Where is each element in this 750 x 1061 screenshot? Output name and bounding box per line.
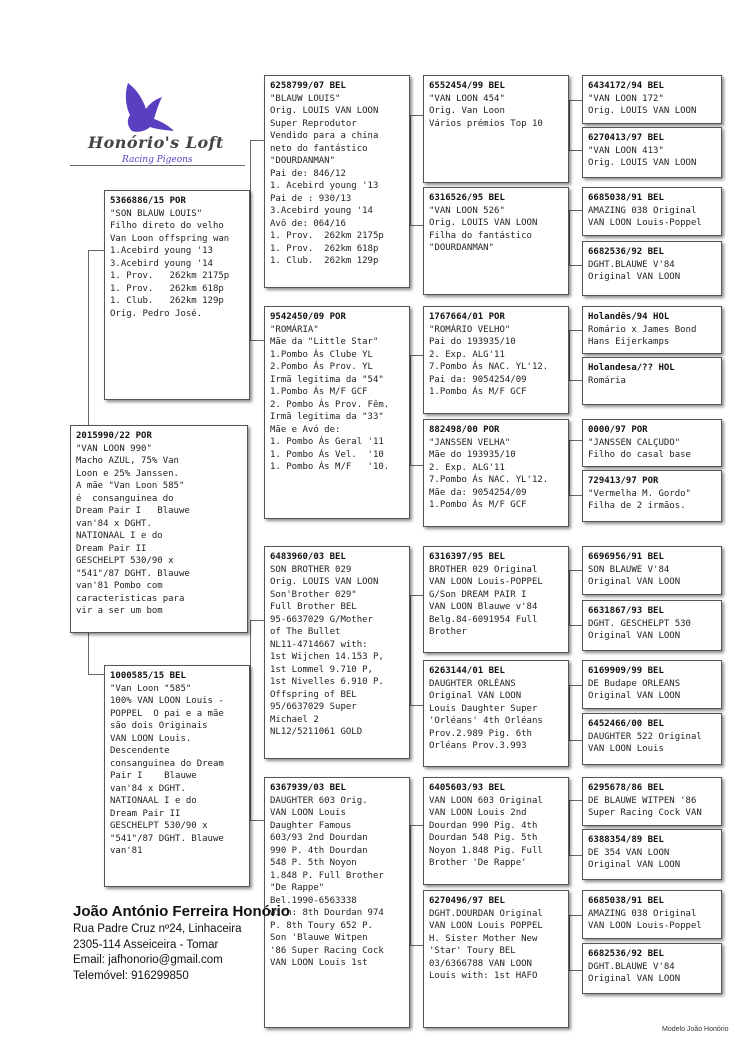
pedigree-note: VAN LOON Louis-Poppel — [588, 218, 702, 228]
pedigree-note: DGHT. GESCHELPT 530 — [588, 618, 691, 629]
pedigree-note: 2. Exp. ALG'11 — [429, 349, 505, 360]
pedigree-note: DE BLAUWE WITPEN '86 — [588, 795, 697, 806]
pedigree-card-ss — [264, 75, 410, 288]
pedigree-note: VAN LOON Louis — [588, 744, 664, 754]
pedigree-note: 2. Exp. ALG'11 — [429, 462, 505, 473]
connector-line — [410, 825, 423, 826]
pedigree-card-g5-11 — [582, 713, 722, 765]
pedigree-note: Pai de: 846/12 — [270, 168, 346, 179]
pedigree-card-g5-1 — [582, 127, 722, 178]
pedigree-note: DGHT.BLAUWE V'84 — [588, 961, 675, 972]
pedigree-note: G/Son DREAM PAIR I — [429, 589, 527, 600]
connector-line — [410, 355, 411, 465]
pedigree-note: Super Racing Cock VAN — [588, 808, 702, 818]
pedigree-note: Mãe da: 9054254/09 — [429, 487, 527, 498]
pedigree-card-g5-5 — [582, 357, 722, 405]
pedigree-note: Dream Pair II — [110, 808, 181, 819]
pedigree-note: Prov.2.989 Pig. 6th — [429, 728, 532, 739]
footer-note: Modelo João Honório — [662, 1026, 729, 1033]
ring-number: 729413/97 POR — [588, 476, 659, 486]
pedigree-note: P. 8th Toury 652 P. — [270, 920, 373, 931]
connector-line — [250, 140, 264, 141]
pedigree-note: consanguinea do Dream — [110, 758, 224, 769]
pedigree-note: Avô de: 064/16 — [270, 218, 346, 229]
connector-line — [569, 210, 570, 265]
connector-line — [250, 340, 264, 341]
pedigree-note: DGHT.BLAUWE V'84 — [588, 259, 675, 270]
pedigree-note: "ROMÁRIA" — [270, 324, 319, 335]
pedigree-note: "VAN LOON 454" — [429, 93, 505, 104]
ring-number: 6270413/97 BEL — [588, 133, 664, 143]
pedigree-card-g5-12 — [582, 777, 722, 826]
pedigree-note: Orig. Van Loon — [429, 106, 505, 116]
ring-number: 6270496/97 BEL — [429, 896, 505, 906]
connector-line — [88, 630, 89, 675]
pedigree-note: "Vermelha M. Gordo" — [588, 488, 691, 499]
contact-address: Rua Padre Cruz nº24, Linhaceira — [73, 923, 242, 935]
pedigree-note: Vendido para a china — [270, 131, 379, 141]
pedigree-note: 1.Pombo Ás M/F GCF — [429, 500, 527, 510]
pedigree-note: van'81 — [110, 846, 143, 856]
breeder-contact — [73, 902, 290, 984]
pedigree-note: "541"/87 DGHT. Blauwe — [110, 833, 224, 844]
pedigree-note: Son'Brother 029" — [270, 589, 357, 600]
connector-line — [410, 115, 423, 116]
ring-number: 6388354/89 BEL — [588, 835, 664, 845]
pedigree-note: 3.Acebird young '14 — [110, 258, 213, 269]
pedigree-note: "VAN LOON 413" — [588, 145, 664, 156]
pedigree-note: 95-6637029 G/Mother — [270, 614, 373, 625]
pedigree-note: DAUGHTER ORLÉANS — [429, 678, 516, 689]
ring-number: 6682536/92 BEL — [588, 247, 664, 257]
pedigree-note: Filho direto do velho — [110, 221, 224, 231]
pedigree-note: 1. Prov. 262km 2175p — [270, 231, 384, 241]
pedigree-note: Full Brother BEL — [270, 602, 357, 612]
pedigree-note: 3.Acebird young '14 — [270, 206, 373, 216]
pedigree-note: Original VAN LOON — [588, 631, 681, 641]
ring-number: 1767664/01 POR — [429, 312, 505, 322]
pedigree-note: Orig. LOUIS VAN LOON — [588, 106, 697, 116]
connector-line — [250, 140, 251, 340]
pedigree-note: Pai de : 930/13 — [270, 193, 352, 204]
connector-line — [569, 685, 582, 686]
connector-line — [250, 620, 264, 621]
pedigree-note: 1.Acebird young '13 — [110, 246, 213, 256]
pedigree-note: Dream Pair II — [76, 543, 147, 554]
pedigree-note: VAN LOON Blauwe v'84 — [429, 602, 538, 612]
contact-phone[interactable]: Telemóvel: 916299850 — [73, 969, 189, 982]
pedigree-note: Louis with: 1st HAFO — [429, 971, 538, 981]
pedigree-note: Dourdan 548 Pig. 5th — [429, 833, 538, 843]
pedigree-card-sds — [423, 306, 569, 414]
connector-line — [250, 200, 251, 201]
pedigree-note: AMAZING 038 Original — [588, 908, 697, 919]
pedigree-note: Original VAN LOON — [588, 860, 681, 870]
ring-number: 6631867/93 BEL — [588, 606, 664, 616]
connector-line — [569, 915, 570, 970]
pedigree-note: Louis Daughter Super — [429, 703, 538, 714]
pedigree-note: 1. Pombo Ás M/F '10. — [270, 462, 390, 472]
pedigree-note: VAN LOON 603 Original — [429, 795, 543, 806]
ring-number: 6263144/01 BEL — [429, 666, 505, 676]
connector-line — [569, 685, 570, 740]
connector-line — [569, 855, 582, 856]
pedigree-note: 1. Pombo Ás Geral '11 — [270, 437, 384, 447]
pedigree-card-g5-13 — [582, 829, 722, 880]
ring-number: 2015990/22 POR — [76, 431, 152, 441]
connector-line — [250, 620, 251, 820]
pedigree-note: Filha do fantástico — [429, 230, 532, 241]
connector-line — [569, 800, 582, 801]
ring-number: 6685038/91 BEL — [588, 193, 664, 203]
connector-line — [410, 115, 411, 225]
pedigree-card-g5-4 — [582, 306, 722, 354]
pedigree-note: Pai do 193935/10 — [429, 337, 516, 347]
pedigree-note: "VAN LOON 526" — [429, 205, 505, 216]
connector-line — [569, 330, 570, 380]
ring-number: Holandês/94 HOL — [588, 312, 670, 322]
pedigree-note: 100% VAN LOON Louis - — [110, 696, 224, 706]
pedigree-note: Orig. LOUIS VAN LOON — [588, 158, 697, 168]
pedigree-note: VAN LOON Louis POPPEL — [429, 921, 543, 931]
pedigree-note: 2.Pombo Ás Prov. YL — [270, 362, 373, 372]
pedigree-card-g5-9 — [582, 600, 722, 651]
pedigree-note: Dream Pair I Blauwe — [76, 506, 190, 516]
connector-line — [569, 210, 582, 211]
pedigree-note: "DOURDANMAN" — [270, 156, 336, 166]
ring-number: 6696956/91 BEL — [588, 552, 664, 562]
connector-line — [569, 265, 582, 266]
pedigree-note: BROTHER 029 Original — [429, 564, 538, 575]
pedigree-note: VAN LOON Louis-POPPEL — [429, 577, 543, 587]
pedigree-note: Mãe da "Little Star" — [270, 337, 379, 347]
pedigree-note: NL11-4714667 with: — [270, 639, 368, 650]
logo-divider — [70, 165, 245, 166]
pedigree-note: Dourdan 990 Pig. 4th — [429, 820, 538, 831]
pedigree-note: 'Star' Toury BEL — [429, 946, 516, 956]
pedigree-note: neto do fantástico — [270, 143, 368, 154]
connector-line — [88, 674, 104, 675]
pedigree-note: vir a ser um bom — [76, 606, 163, 616]
pedigree-note: 'Orléans' 4th Orléans — [429, 716, 543, 726]
pedigree-note: 1st Nivelles 6.910 P. — [270, 677, 384, 687]
ring-number: 6295678/86 BEL — [588, 783, 664, 793]
ring-number: 1000585/15 BEL — [110, 671, 186, 681]
pedigree-note: DAUGHTER 603 Orig. — [270, 795, 368, 806]
pedigree-note: NATIONAAL I e do — [76, 531, 163, 541]
pedigree-note: 1. Acebird young '13 — [270, 181, 379, 191]
pedigree-note: 548 P. 5th Noyon — [270, 858, 357, 868]
pedigree-note: Vários prémios Top 10 — [429, 118, 543, 129]
pedigree-note: DGHT.DOURDAN Original — [429, 908, 543, 919]
pedigree-note: DE Budape ORLEANS — [588, 678, 681, 689]
pedigree-card-g5-15 — [582, 943, 722, 994]
connector-line — [410, 825, 411, 945]
ring-number: 6316526/95 BEL — [429, 193, 505, 203]
connector-line — [410, 595, 411, 705]
pedigree-note: Romário x James Bond — [588, 324, 697, 335]
pedigree-note: 1.848 P. Full Brother — [270, 870, 384, 881]
connector-line — [250, 820, 264, 821]
pedigree-note: "BLAUW LOUIS" — [270, 93, 341, 104]
pedigree-note: 1. Prov. 262km 618p — [110, 283, 224, 294]
pedigree-note: Daughter Famous — [270, 820, 352, 831]
pedigree-note: with: 8th Dourdan 974 — [270, 908, 384, 918]
pedigree-note: Orléans Prov.3.993 — [429, 741, 527, 751]
pedigree-note: Orig. LOUIS VAN LOON — [270, 577, 379, 587]
connector-line — [569, 150, 582, 151]
pedigree-note: VAN LOON Louis 2nd — [429, 808, 527, 818]
contact-postcode: 2305-114 Asseiceira - Tomar — [73, 938, 219, 951]
pedigree-note: 1. Club. 262km 129p — [270, 256, 379, 266]
pedigree-note: 1st Lommel 9.710 P, — [270, 664, 373, 675]
pedigree-note: "VAN LOON 990" — [76, 443, 152, 454]
pedigree-note: Mãe e Avó de: — [270, 424, 341, 435]
pedigree-note: Loon e 25% Janssen. — [76, 468, 179, 479]
connector-line — [410, 705, 423, 706]
pedigree-note: Brother — [429, 627, 467, 637]
pedigree-note: Original VAN LOON — [588, 974, 681, 984]
pedigree-note: 990 P. 4th Dourdan — [270, 845, 368, 856]
pedigree-note: Pair I Blauwe — [110, 771, 197, 781]
pedigree-note: H. Sister Mother New — [429, 933, 538, 944]
ring-number: 882498/00 POR — [429, 425, 500, 435]
pedigree-note: VAN LOON Louis 1st — [270, 958, 368, 968]
pedigree-note: Noyon 1.848 Pig. Full — [429, 845, 543, 856]
pedigree-note: Orig. LOUIS VAN LOON — [429, 218, 538, 228]
connector-line — [569, 100, 570, 150]
pedigree-note: NATIONAAL I e do — [110, 796, 197, 806]
pedigree-note: Original VAN LOON — [588, 577, 681, 587]
pedigree-card-sire — [104, 190, 250, 400]
pedigree-note: 1.Pombo Ás M/F GCF — [270, 387, 368, 397]
pedigree-note: 7.Pombo Ás NAC. YL'12. — [429, 475, 549, 485]
pedigree-note: Michael 2 — [270, 714, 319, 725]
connector-line — [569, 440, 570, 495]
ring-number: 6405603/93 BEL — [429, 783, 505, 793]
ring-number: 6367939/03 BEL — [270, 783, 346, 793]
connector-line — [569, 570, 582, 571]
ring-number: 6169909/99 BEL — [588, 666, 664, 676]
pedigree-note: "SON BLAUW LOUIS" — [110, 208, 203, 219]
connector-line — [569, 330, 582, 331]
pedigree-note: 1. Club. 262km 129p — [110, 296, 224, 306]
pedigree-note: SON BROTHER 029 — [270, 564, 352, 575]
pedigree-note: Filho do casal base — [588, 450, 691, 460]
pedigree-note: VAN LOON Louis — [270, 808, 346, 818]
pedigree-note: Original VAN LOON — [588, 691, 681, 701]
pedigree-note: "VAN LOON 172" — [588, 93, 664, 104]
pedigree-note: Pai da: 9054254/09 — [429, 374, 527, 385]
pedigree-note: 1. Prov. 262km 618p — [270, 243, 379, 254]
pedigree-note: DAUGHTER 522 Original — [588, 731, 702, 742]
ring-number: 6434172/94 BEL — [588, 81, 664, 91]
pedigree-note: é consanguinea do — [76, 493, 174, 504]
connector-line — [569, 915, 582, 916]
pedigree-note: 603/93 2nd Dourdan — [270, 833, 368, 843]
pedigree-card-ds — [264, 546, 410, 759]
pedigree-note: of The Bullet — [270, 627, 341, 637]
pedigree-note: Irmã legitima da "33" — [270, 412, 384, 422]
pedigree-note: AMAZING 038 Original — [588, 205, 697, 216]
pedigree-note: 1.Pombo Ás M/F GCF — [429, 387, 527, 397]
pedigree-card-g5-6 — [582, 419, 722, 467]
pedigree-note: "541"/87 DGHT. Blauwe — [76, 568, 190, 579]
pedigree-note: 1. Prov. 262km 2175p — [110, 271, 230, 281]
pedigree-note: Son 'Blauwe Witpen — [270, 933, 368, 943]
pedigree-note: Romária — [588, 375, 626, 386]
pedigree-note: Belg.84-6091954 Full — [429, 614, 538, 625]
pedigree-card-dss — [423, 546, 569, 653]
pedigree-note: Mãe do 193935/10 — [429, 450, 516, 460]
pedigree-note: SON BLAUWE V'84 — [588, 564, 670, 575]
ring-number: 6685038/91 BEL — [588, 896, 664, 906]
connector-line — [88, 250, 104, 251]
pedigree-note: van'84 x DGHT. — [110, 783, 186, 794]
ring-number: 9542450/09 POR — [270, 312, 346, 322]
pedigree-note: '86 Super Racing Cock — [270, 945, 384, 956]
connector-line — [88, 250, 89, 425]
pedigree-note: 2. Pombo Ás Prov. Fêm. — [270, 399, 390, 410]
ring-number: 6483960/03 BEL — [270, 552, 346, 562]
pedigree-card-dsd — [423, 660, 569, 767]
pedigree-note: são dois Originais — [110, 721, 208, 731]
pedigree-note: GESCHELPT 530/90 x — [110, 821, 208, 831]
pedigree-note: van'81 Pombo com — [76, 581, 163, 591]
pedigree-note: Filha de 2 irmãos. — [588, 501, 686, 511]
connector-line — [410, 355, 423, 356]
pedigree-note: "ROMÁRIO VELHO" — [429, 324, 511, 335]
pedigree-note: Bel.1990-6563338 — [270, 895, 357, 906]
pedigree-note: Orig. Pedro José. — [110, 308, 203, 319]
pedigree-note: Original VAN LOON — [588, 272, 681, 282]
ring-number: 6682536/92 BEL — [588, 949, 664, 959]
pedigree-card-ssd — [423, 187, 569, 295]
pedigree-note: van'84 x DGHT. — [76, 518, 152, 529]
connector-line — [569, 800, 570, 855]
pedigree-card-sss — [423, 75, 569, 183]
pedigree-card-g5-3 — [582, 241, 722, 296]
pedigree-note: 1st Wijchen 14.153 P, — [270, 652, 384, 662]
logo-subtitle: Racing Pigeons — [122, 155, 193, 165]
pedigree-card-dam — [104, 665, 250, 887]
connector-line — [410, 595, 423, 596]
pedigree-note: Super Reprodutor — [270, 118, 357, 129]
pedigree-note: 03/6366788 VAN LOON — [429, 958, 532, 969]
pedigree-note: "De Rappe" — [270, 883, 325, 893]
connector-line — [410, 225, 423, 226]
pedigree-note: caracteristicas para — [76, 593, 185, 604]
contact-email[interactable]: Email: jafhonorio@gmail.com — [73, 954, 223, 966]
pedigree-card-ddd — [423, 890, 569, 1028]
connector-line — [569, 495, 582, 496]
connector-line — [569, 970, 582, 971]
pedigree-card-dds — [423, 777, 569, 885]
pedigree-note: VAN LOON Louis-Poppel — [588, 921, 702, 931]
ring-number: 5366886/15 POR — [110, 196, 186, 206]
pedigree-note: Original VAN LOON — [429, 691, 522, 701]
pedigree-note: Descendente — [110, 746, 170, 756]
pedigree-note: Macho AZUL, 75% Van — [76, 456, 179, 466]
pedigree-note: POPPEL O pai e a mãe — [110, 708, 224, 719]
pedigree-note: NL12/5211061 GOLD — [270, 727, 363, 737]
pedigree-note: DE 354 VAN LOON — [588, 847, 670, 858]
pedigree-note: 95/6637029 Super — [270, 702, 357, 712]
pedigree-card-g5-7 — [582, 470, 722, 522]
pedigree-note: "DOURDANMAN" — [429, 243, 495, 253]
connector-line — [569, 740, 582, 741]
pedigree-note: 7.Pombo Ás NAC. YL'12. — [429, 362, 549, 372]
pedigree-card-sd — [264, 306, 410, 519]
pedigree-note: 1.Pombo Ás Clube YL — [270, 349, 373, 360]
ring-number: 0000/97 POR — [588, 425, 648, 435]
connector-line — [569, 100, 582, 101]
pedigree-note: VAN LOON Louis. — [110, 733, 192, 744]
pedigree-note: Hans Eijerkamps — [588, 337, 670, 347]
connector-line — [569, 570, 570, 625]
pedigree-note: A mãe "Van Loon 585" — [76, 481, 185, 491]
pedigree-note: GESCHELPT 530/90 x — [76, 556, 174, 566]
pedigree-card-g5-14 — [582, 890, 722, 939]
pedigree-note: "Van Loon "585" — [110, 683, 192, 694]
connector-line — [410, 945, 423, 946]
pedigree-note: "JANSSEN VELHA" — [429, 437, 511, 448]
ring-number: 6452466/00 BEL — [588, 719, 664, 729]
pedigree-card-g5-8 — [582, 546, 722, 595]
pedigree-note: 1. Pombo Ás Vel. '10 — [270, 449, 384, 460]
logo-title: Honório's Loft — [88, 133, 224, 152]
breeder-name: João António Ferreira Honório — [73, 903, 290, 920]
connector-line — [569, 440, 582, 441]
pedigree-note: Van Loon offspring wan — [110, 233, 230, 244]
ring-number: 6316397/95 BEL — [429, 552, 505, 562]
pedigree-note: Irmã legitima da "54" — [270, 374, 384, 385]
pedigree-card-g5-10 — [582, 660, 722, 709]
pedigree-card-g5-0 — [582, 75, 722, 124]
ring-number: 6552454/99 BEL — [429, 81, 505, 91]
pedigree-card-sdd — [423, 419, 569, 527]
loft-logo — [70, 75, 245, 175]
pedigree-note: "JANSSEN CALÇUDO" — [588, 437, 681, 448]
pedigree-note: Brother 'De Rappe' — [429, 858, 527, 868]
pedigree-card-g5-2 — [582, 187, 722, 236]
connector-line — [569, 380, 582, 381]
ring-number: Holandesa/?? HOL — [588, 363, 675, 373]
connector-line — [410, 465, 423, 466]
ring-number: 6258799/07 BEL — [270, 81, 346, 91]
connector-line — [569, 625, 582, 626]
pedigree-note: Offspring of BEL — [270, 689, 357, 700]
pedigree-note: Orig. LOUIS VAN LOON — [270, 106, 379, 116]
pedigree-card-subject — [70, 425, 248, 633]
